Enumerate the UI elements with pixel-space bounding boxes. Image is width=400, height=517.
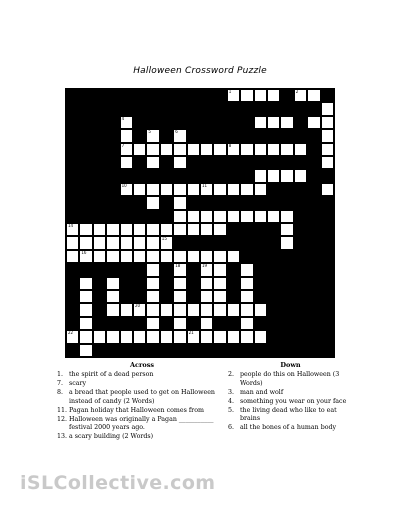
grid-cell[interactable] [307,89,320,102]
down-heading: Down [280,361,301,369]
grid-cell[interactable] [213,250,226,263]
grid-cell[interactable] [254,143,267,156]
grid-cell[interactable] [173,330,186,343]
grid-cell[interactable] [240,277,253,290]
grid-cell[interactable] [200,250,213,263]
grid-cell[interactable] [173,250,186,263]
grid-cell[interactable] [280,116,293,129]
grid-cell[interactable] [120,250,133,263]
grid-cell[interactable] [187,143,200,156]
clue-number: 1. [57,371,64,379]
grid-cell[interactable] [200,317,213,330]
clue-number: 3. [228,388,235,396]
clue-number-label: 10 [121,182,127,188]
grid-cell[interactable] [120,156,133,169]
grid-cell[interactable] [321,156,334,169]
grid-cell[interactable] [120,129,133,142]
grid-cell[interactable] [254,330,267,343]
grid-cell[interactable] [79,236,92,249]
grid-cell[interactable] [133,236,146,249]
grid-cell[interactable] [173,290,186,303]
grid-cell[interactable] [227,250,240,263]
grid-cell[interactable] [240,143,253,156]
grid-cell[interactable] [213,303,226,316]
grid-cell[interactable] [106,290,119,303]
grid-cell[interactable] [240,317,253,330]
grid-cell[interactable] [240,263,253,276]
grid-cell[interactable] [93,236,106,249]
clue-item [57,389,227,406]
grid-cell[interactable] [106,330,119,343]
grid-cell[interactable] [280,143,293,156]
grid-cell[interactable] [267,143,280,156]
grid-cell[interactable] [133,303,146,316]
grid-cell[interactable] [240,210,253,223]
grid-cell[interactable] [120,330,133,343]
grid-cell[interactable] [227,303,240,316]
grid-cell[interactable] [200,303,213,316]
across-clues [57,361,227,442]
grid-cell[interactable] [267,89,280,102]
grid-cell[interactable] [133,250,146,263]
clue-number: 8. [57,389,64,397]
clue-number-label: 18 [175,263,181,269]
grid-cell[interactable] [79,344,92,357]
grid-cell[interactable] [160,236,173,249]
grid-cell[interactable] [187,330,200,343]
clue-number-label: 11 [202,182,208,188]
clue-text: people do this on Halloween (3 Words) [240,371,340,387]
clue-number: 5. [228,406,235,414]
grid-cell[interactable] [120,303,133,316]
grid-cell[interactable] [254,183,267,196]
clue-item [228,389,353,397]
clue-item [57,433,227,441]
grid-cell[interactable] [160,223,173,236]
clue-item [57,407,227,415]
crossword-grid[interactable] [65,88,335,358]
grid-cell[interactable] [173,156,186,169]
grid-cell[interactable] [200,210,213,223]
grid-cell[interactable] [227,89,240,102]
grid-cell[interactable] [240,290,253,303]
grid-cell[interactable] [93,250,106,263]
clue-item [228,371,353,388]
grid-cell[interactable] [146,303,159,316]
grid-cell[interactable] [146,263,159,276]
grid-cell[interactable] [160,303,173,316]
grid-cell[interactable] [254,89,267,102]
grid-cell[interactable] [280,236,293,249]
grid-cell[interactable] [213,143,226,156]
clue-text: Halloween was originally a Pagan ___________ festival 2000 years ago. [69,415,214,432]
grid-cell[interactable] [254,210,267,223]
grid-cell[interactable] [146,156,159,169]
grid-cell[interactable] [66,223,79,236]
grid-cell[interactable] [187,303,200,316]
grid-cell[interactable] [146,196,159,209]
clue-text: Pagan holiday that Halloween comes from [69,406,204,414]
across-heading: Across [129,361,155,369]
grid-cell[interactable] [213,183,226,196]
grid-cell[interactable] [160,143,173,156]
grid-cell[interactable] [160,250,173,263]
clue-item [57,380,227,388]
clue-number-label: 19 [202,263,208,269]
clue-text: the spirit of a dead person [69,371,154,379]
grid-cell[interactable] [227,330,240,343]
grid-cell[interactable] [173,196,186,209]
clue-text: scary [69,380,87,388]
clue-number-label: 1 [228,89,232,94]
grid-cell[interactable] [160,330,173,343]
grid-cell[interactable] [133,143,146,156]
grid-cell[interactable] [79,303,92,316]
grid-cell[interactable] [146,129,159,142]
grid-cell[interactable] [200,143,213,156]
grid-cell[interactable] [227,210,240,223]
grid-cell[interactable] [173,303,186,316]
grid-cell[interactable] [133,223,146,236]
grid-cell[interactable] [173,210,186,223]
grid-cell[interactable] [213,277,226,290]
grid-cell[interactable] [240,303,253,316]
clue-number-label: 5 [148,129,151,135]
grid-cell[interactable] [227,183,240,196]
clue-number-label: 4 [121,115,125,121]
grid-cell[interactable] [240,330,253,343]
clue-text: a scary building (2 Words) [69,433,154,441]
grid-cell[interactable] [240,89,253,102]
grid-cell[interactable] [173,129,186,142]
grid-cell[interactable] [321,183,334,196]
grid-cell[interactable] [173,183,186,196]
grid-cell[interactable] [66,250,79,263]
grid-cell[interactable] [307,116,320,129]
grid-cell[interactable] [133,183,146,196]
grid-cell[interactable] [173,263,186,276]
watermark-logo: iSLCollective.com [20,472,216,494]
grid-cell[interactable] [200,330,213,343]
clue-number-label: 20 [135,303,141,309]
grid-cell[interactable] [146,277,159,290]
grid-cell[interactable] [106,250,119,263]
grid-cell[interactable] [187,210,200,223]
clue-number-label: 22 [68,330,74,336]
grid-cell[interactable] [120,143,133,156]
grid-cell[interactable] [160,183,173,196]
clue-number: 11. [57,406,68,414]
clue-number-label: 15 [161,236,167,242]
grid-cell[interactable] [187,223,200,236]
grid-cell[interactable] [79,290,92,303]
grid-cell[interactable] [280,223,293,236]
grid-cell[interactable] [267,210,280,223]
grid-cell[interactable] [187,183,200,196]
grid-cell[interactable] [146,330,159,343]
grid-cell[interactable] [294,169,307,182]
grid-cell[interactable] [200,183,213,196]
grid-cell[interactable] [173,143,186,156]
clue-number-label: 14 [68,223,74,228]
clue-number: 7. [57,380,64,388]
grid-cell[interactable] [254,116,267,129]
clue-number-label: 8 [228,142,232,148]
grid-cell[interactable] [187,250,200,263]
grid-cell[interactable] [133,330,146,343]
clue-text: something you wear on your face [240,397,347,405]
grid-cell[interactable] [213,210,226,223]
clue-number-label: 16 [81,249,87,255]
grid-cell[interactable] [79,223,92,236]
grid-cell[interactable] [66,236,79,249]
grid-cell[interactable] [200,263,213,276]
grid-cell[interactable] [79,277,92,290]
grid-cell[interactable] [146,317,159,330]
clue-number: 6. [228,424,235,432]
grid-cell[interactable] [200,223,213,236]
clue-text: all the bones of a human body [240,424,337,432]
grid-cell[interactable] [213,223,226,236]
clue-number-label: 21 [188,330,194,336]
clue-number: 12. [57,415,68,423]
clue-item [228,398,353,406]
grid-cell[interactable] [294,143,307,156]
clue-item [228,407,353,424]
grid-cell[interactable] [173,223,186,236]
grid-cell[interactable] [66,330,79,343]
grid-cell[interactable] [120,116,133,129]
grid-cell[interactable] [93,330,106,343]
grid-cell[interactable] [240,183,253,196]
grid-cell[interactable] [321,102,334,115]
grid-cell[interactable] [173,277,186,290]
clue-number-label: 7 [121,142,125,148]
clue-item [228,424,353,432]
clue-number-label: 6 [175,129,178,135]
grid-cell[interactable] [146,183,159,196]
grid-cell[interactable] [200,290,213,303]
clue-item [57,416,227,433]
puzzle-title: Halloween Crossword Puzzle [133,66,267,76]
down-clues [228,361,353,433]
grid-cell[interactable] [146,223,159,236]
grid-cell[interactable] [146,143,159,156]
clue-text: a bread that people used to get on Halloween instead of candy (2 Words) [69,389,215,405]
grid-cell[interactable] [106,277,119,290]
grid-cell[interactable] [79,317,92,330]
grid-cell[interactable] [79,330,92,343]
grid-cell[interactable] [254,303,267,316]
grid-cell[interactable] [213,263,226,276]
clue-number: 4. [228,397,235,405]
grid-cell[interactable] [321,129,334,142]
grid-cell[interactable] [280,169,293,182]
clue-number: 2. [228,371,235,379]
grid-cell[interactable] [146,290,159,303]
grid-cell[interactable] [227,143,240,156]
grid-cell[interactable] [146,250,159,263]
clue-text: the living dead who like to eat brains [240,406,337,423]
grid-cell[interactable] [267,169,280,182]
grid-cell[interactable] [79,250,92,263]
grid-cell[interactable] [321,116,334,129]
grid-cell[interactable] [106,236,119,249]
grid-cell[interactable] [106,223,119,236]
clue-item [57,371,227,379]
grid-cell[interactable] [120,223,133,236]
grid-cell[interactable] [146,236,159,249]
clue-number-label: 2 [295,89,299,94]
grid-cell[interactable] [173,317,186,330]
clue-number: 13. [57,433,68,441]
grid-cell[interactable] [213,290,226,303]
grid-cell[interactable] [321,143,334,156]
grid-cell[interactable] [120,236,133,249]
grid-cell[interactable] [93,223,106,236]
clue-text: man and wolf [240,388,284,396]
grid-cell[interactable] [120,183,133,196]
grid-cell[interactable] [280,210,293,223]
grid-cell[interactable] [200,277,213,290]
grid-cell[interactable] [267,116,280,129]
grid-cell[interactable] [254,169,267,182]
grid-cell[interactable] [294,89,307,102]
grid-cell[interactable] [213,330,226,343]
grid-cell[interactable] [106,303,119,316]
